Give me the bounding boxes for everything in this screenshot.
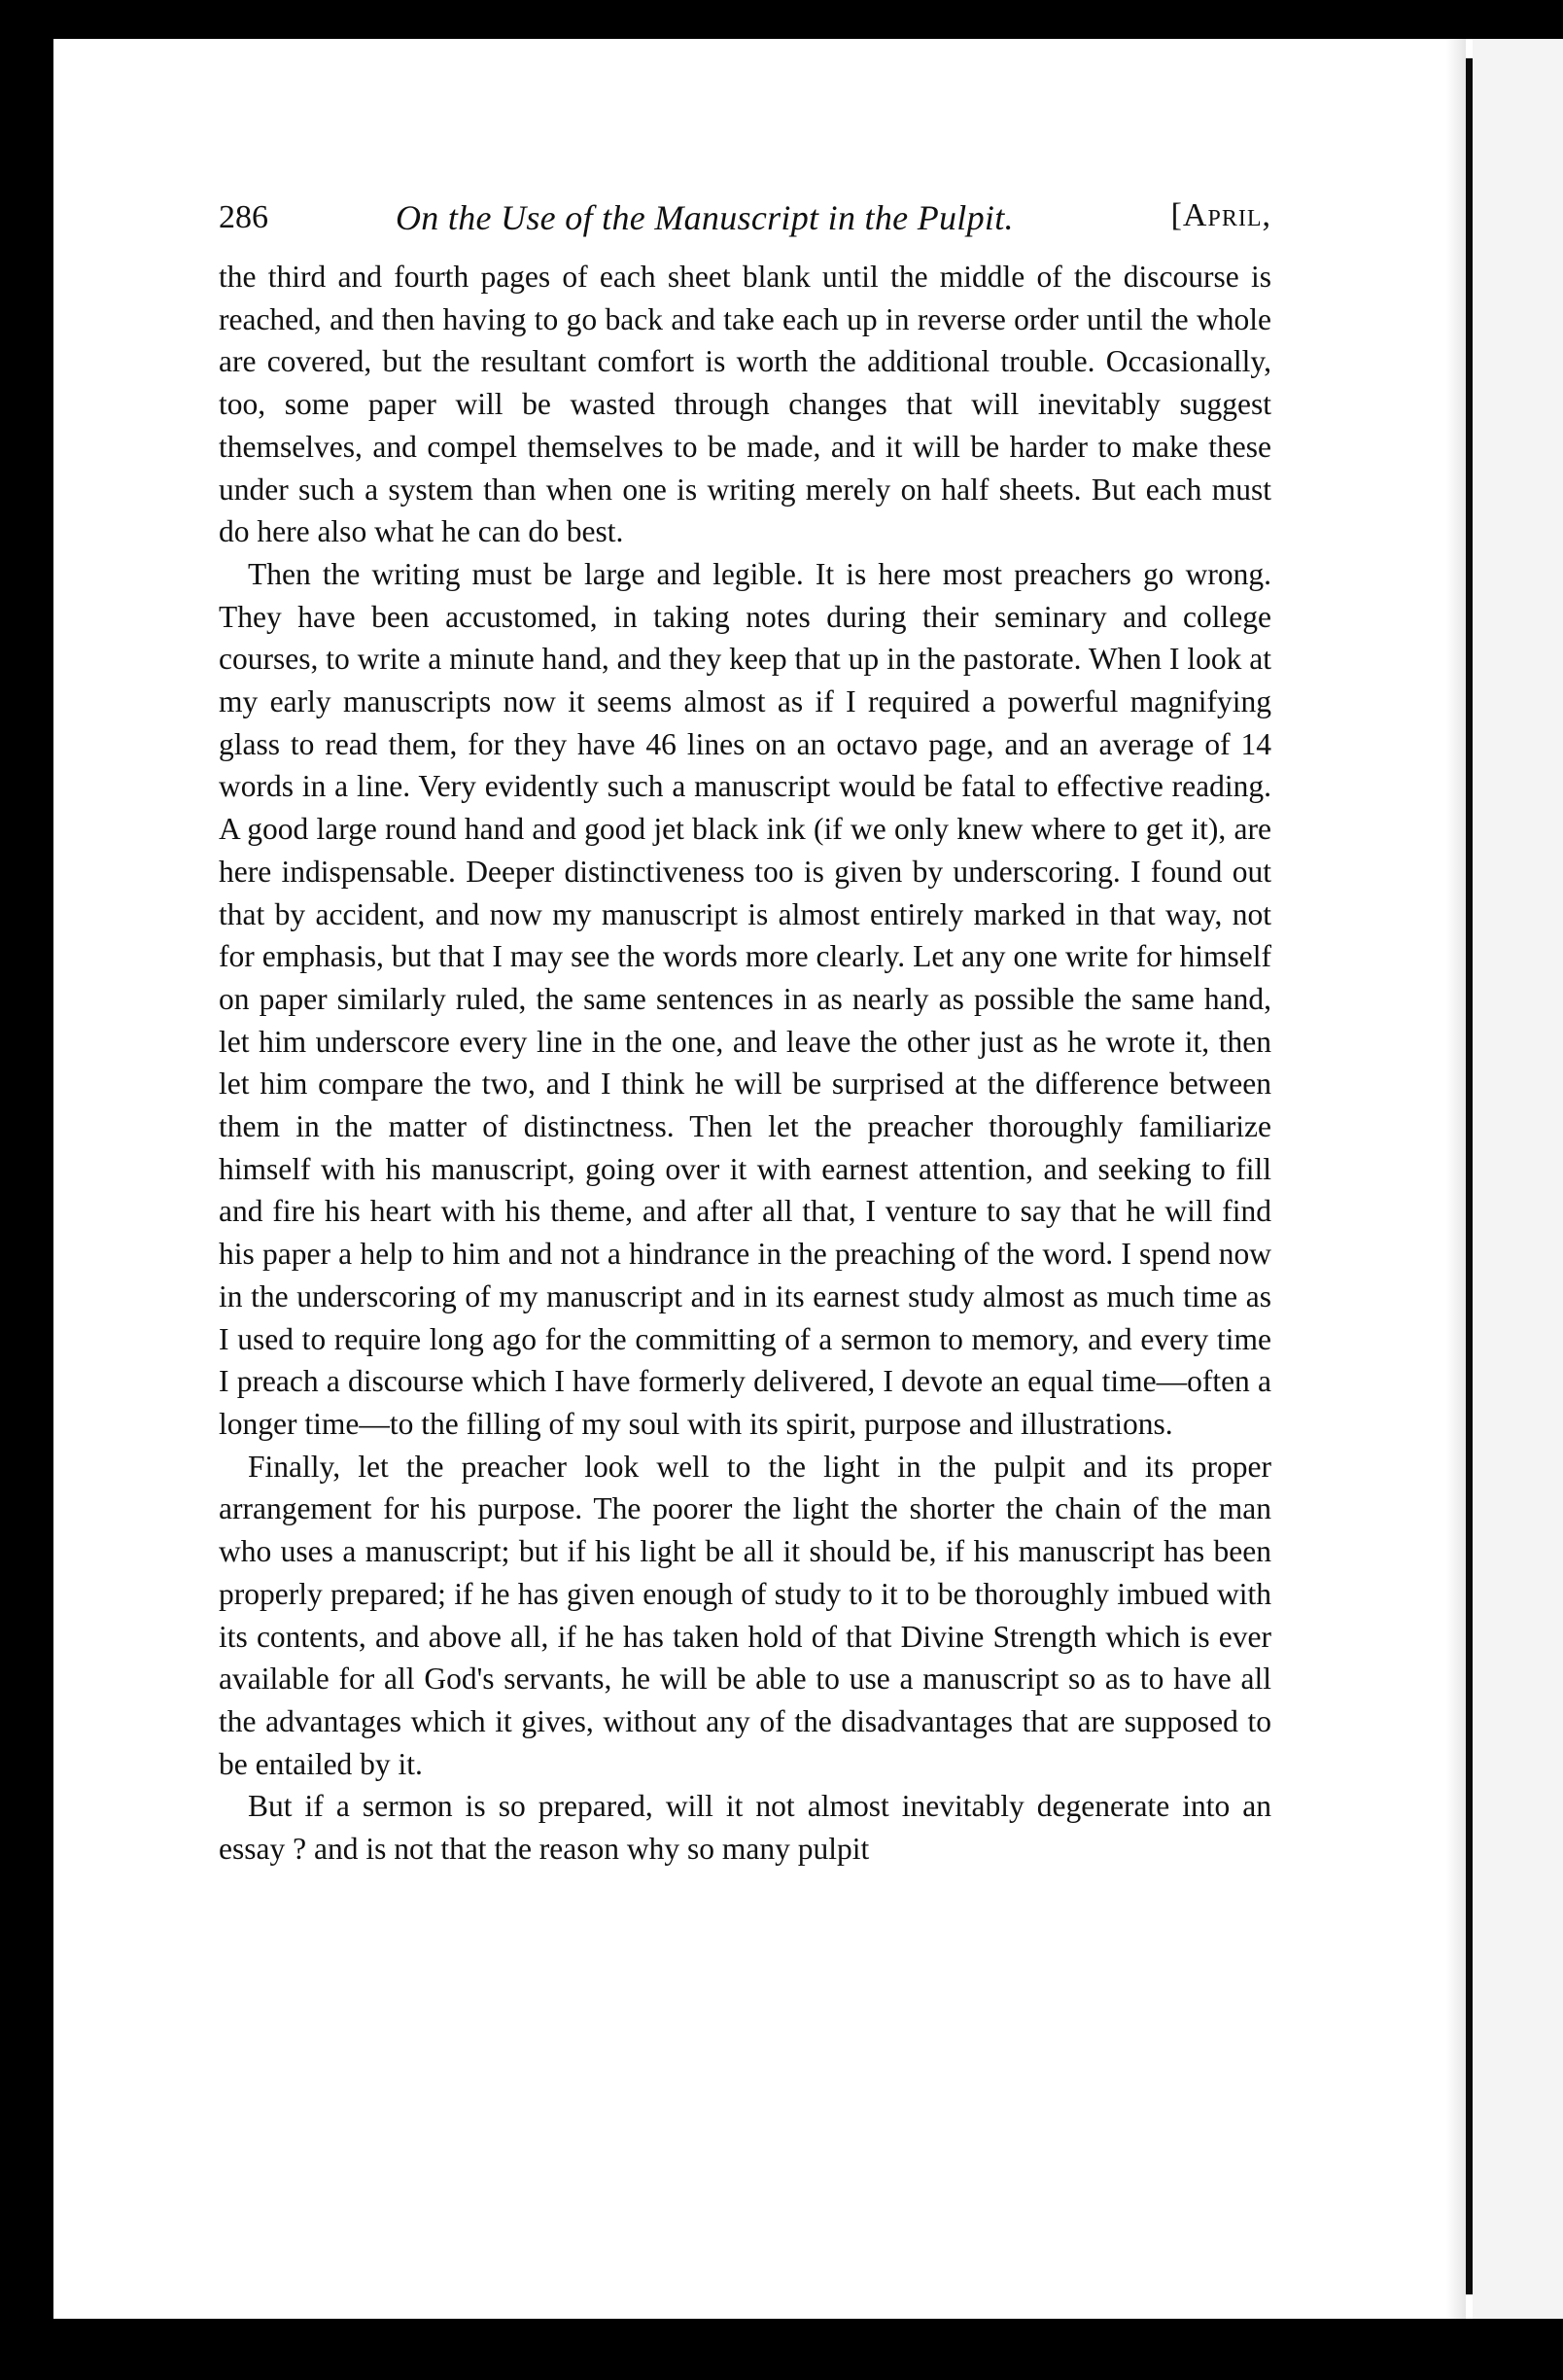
page-edge-shadow <box>1446 39 1466 2319</box>
paragraph: Finally, let the preacher look well to the light in the pulpit and its proper arrangement for his purpose. The poorer the light the shorter the chain of the man who uses a manuscript; but if his light be all it should be, if his manuscript has been properly prepared; if he has given enough of study to it to be thoroughly imbued with its contents, and above all, if he has taken hold of that Divine Strength which is ever available for all God's servants, he will be able to use a manuscript so as to have all the advantages which it gives, without any of the disadvantages that are supposed to be entailed by it. <box>219 1449 1271 1781</box>
paragraph: But if a sermon is so prepared, will it not almost inevitably degenerate into an essay ? and is not that the reason why so many pulpit <box>219 1789 1271 1867</box>
facing-page-edge <box>1473 39 1563 2319</box>
running-header <box>219 190 1271 244</box>
paragraph: Then the writing must be large and legible. It is here most preachers go wrong. They have been accustomed, in taking notes during their seminary and college courses, to write a minute hand, and they keep that up in the pastorate. When I look at my early manuscripts now it seems almost as if I required a powerful magnifying glass to read them, for they have 46 lines on an octavo page, and an average of 14 words in a line. Very evidently such a manuscript would be fatal to effective reading. A good large round hand and good jet black ink (if we only knew where to get it), are here indispensable. Deeper distinctiveness too is given by underscoring. I found out that by accident, and now my manuscript is almost entirely marked in that way, not for emphasis, but that I may see the words more clearly. Let any one write for himself on paper similarly ruled, the same sentences in as nearly as possible the same hand, let him underscore every line in the one, and leave the other just as he wrote it, then let him compare the two, and I think he will be surprised at the difference between them in the matter of distinctness. Then let the preacher thoroughly familiarize himself with his manuscript, going over it with earnest attention, and seeking to fill and fire his heart with his theme, and after all that, I venture to say that he will find his paper a help to him and not a hindrance in the preaching of the word. I spend now in the underscoring of my manuscript and in its earnest study almost as much time as I used to require long ago for the committing of a sermon to memory, and every time I preach a discourse which I have formerly delivered, I devote an equal time—often a longer time—to the filling of my soul with its spirit, purpose and illustrations. <box>219 556 1271 1441</box>
paragraph-continued: the third and fourth pages of each sheet blank until the middle of the discourse is reached, and then having to go back and take each up in reverse order until the whole are covered, but the resultant comfort is worth the additional trouble. Occasionally, too, some paper will be wasted through changes that will inevitably suggest themselves, and compel themselves to be made, and it will be harder to make these under such a system than when one is writing merely on half sheets. But each must do here also what he can do best. <box>219 260 1271 549</box>
issue-month: [April, <box>1170 197 1271 233</box>
article-body <box>219 256 1271 1871</box>
running-title: On the Use of the Manuscript in the Pulpit. <box>396 198 1014 237</box>
page-number: 286 <box>219 199 268 235</box>
